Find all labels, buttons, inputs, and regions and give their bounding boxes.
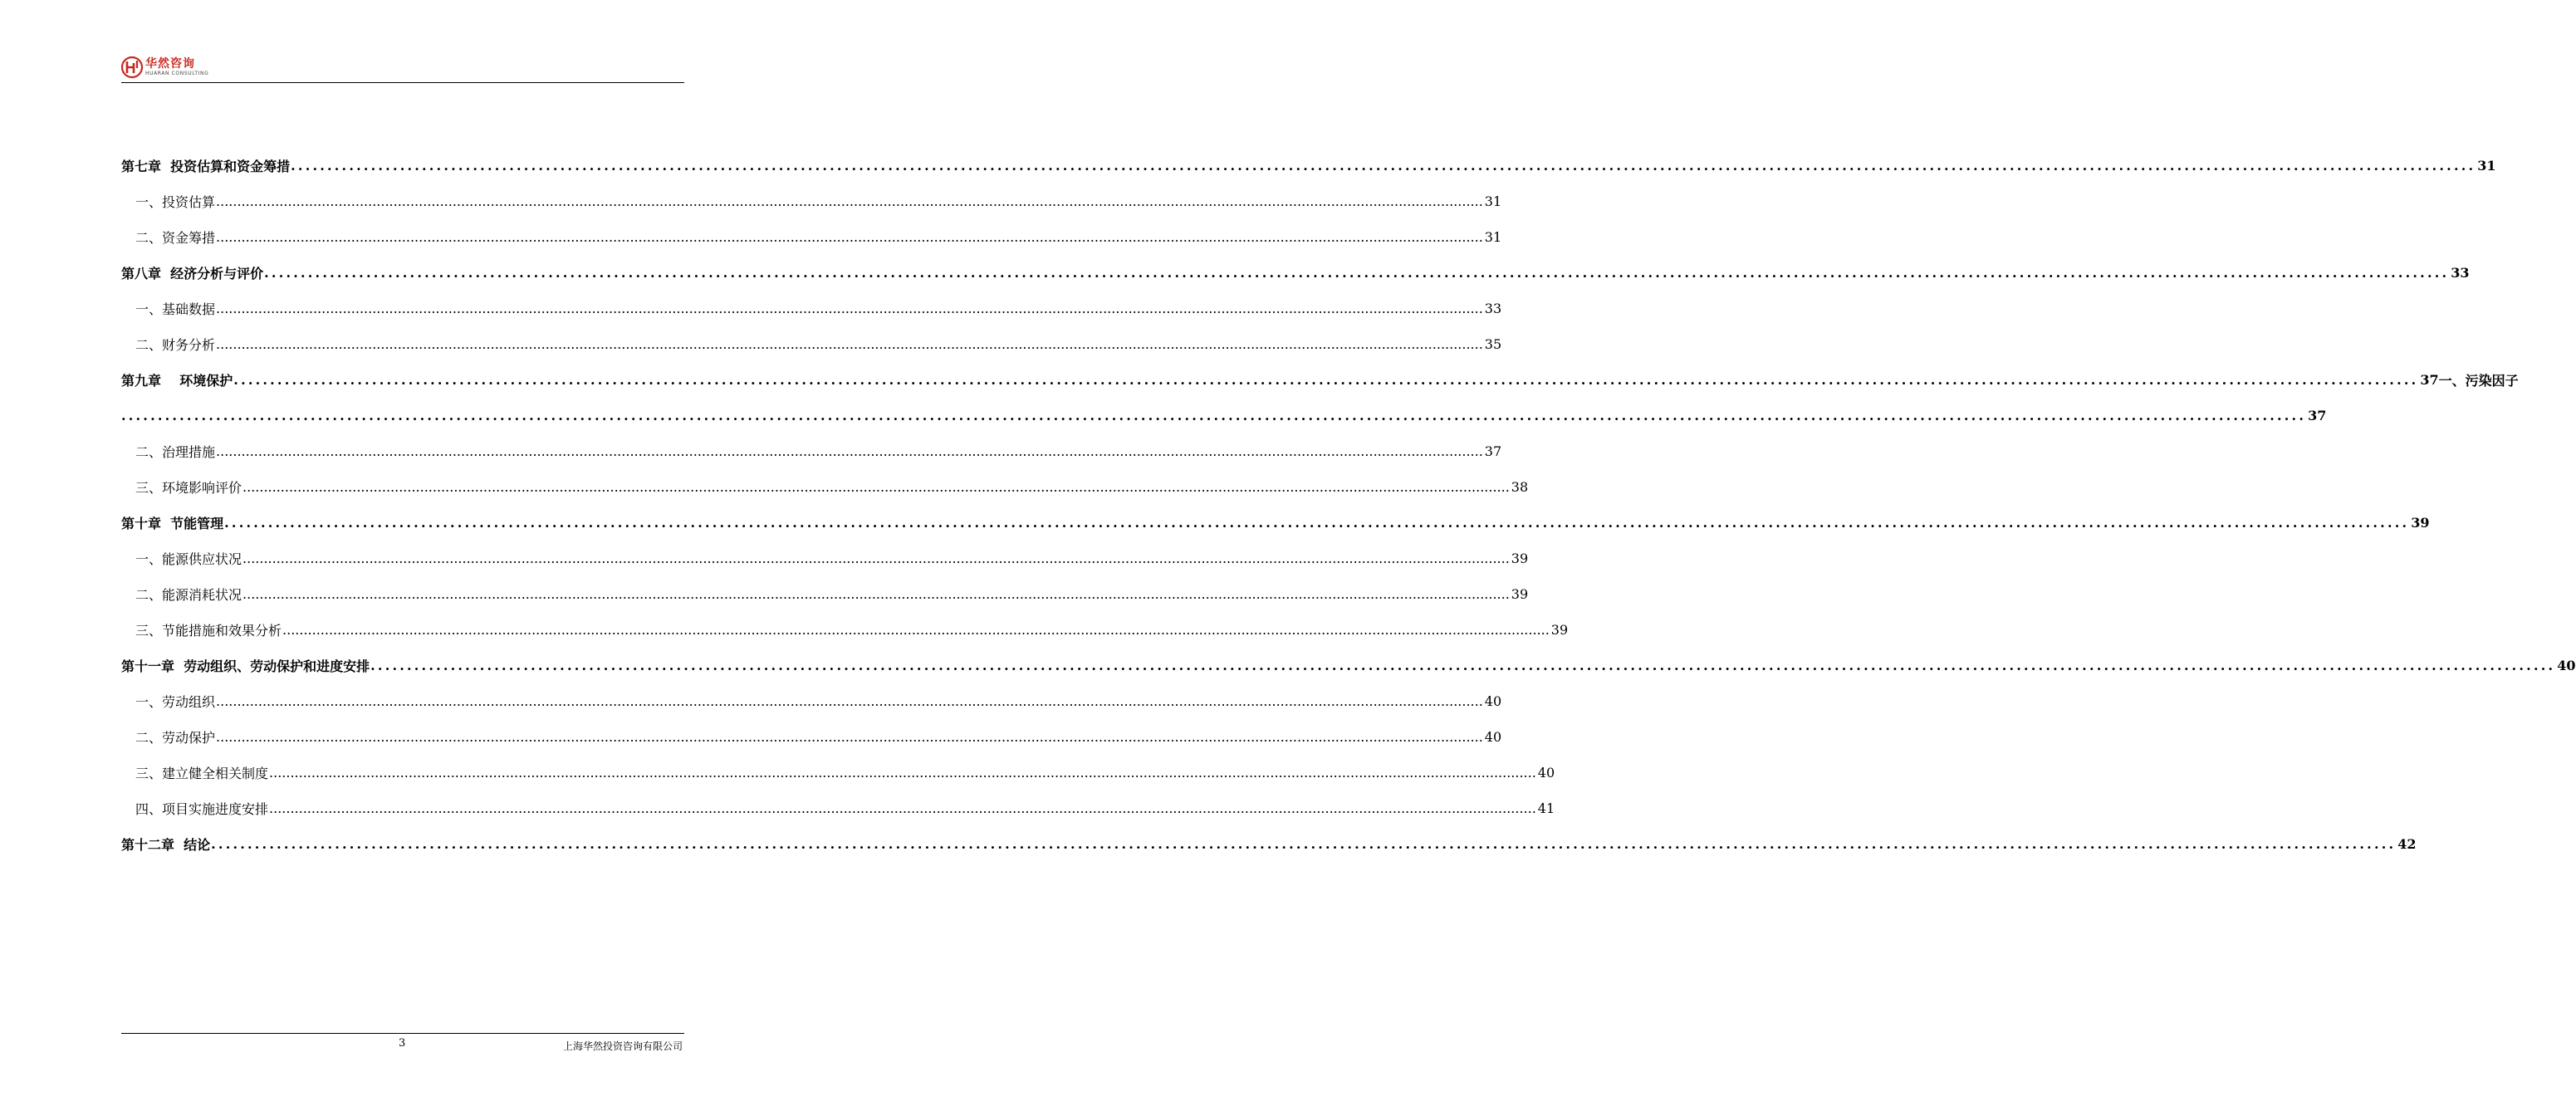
- toc-entry-title: 第八章 经济分析与评价: [121, 263, 264, 282]
- toc-page-number: 39: [1550, 622, 1569, 638]
- table-of-contents: [121, 148, 2576, 862]
- toc-page-number: 42: [2397, 836, 2417, 852]
- toc-dot-leader: ............................................................................................................................................................................................................................................................................................................: [291, 158, 2476, 174]
- toc-dot-leader: ............................................................................................................................................................................................................................................................................................................: [242, 479, 1510, 495]
- toc-page-number: 37: [1484, 443, 1502, 459]
- toc-entry-title: 第七章 投资估算和资金筹措: [121, 156, 291, 175]
- footer-company-name: 上海华然投资咨询有限公司: [562, 1040, 683, 1052]
- footer-divider: [121, 1033, 684, 1034]
- toc-entry-title: 三、建立健全相关制度: [135, 763, 269, 782]
- toc-entry-title: 第十一章 劳动组织、劳动保护和进度安排: [121, 656, 370, 675]
- toc-entry-title: 一、投资估算: [135, 192, 216, 211]
- toc-dot-leader: ............................................................................................................................................................................................................................................................................................................: [216, 336, 1483, 352]
- toc-page-number: 40: [2557, 658, 2576, 673]
- company-logo: [121, 53, 208, 81]
- toc-entry-title: 二、能源消耗状况: [135, 585, 242, 604]
- toc-entry-title: 一、能源供应状况: [135, 549, 242, 568]
- toc-section[interactable]: [121, 541, 1529, 576]
- toc-dot-leader: ............................................................................................................................................................................................................................................................................................................: [216, 229, 1483, 245]
- toc-page-number: 39: [2411, 515, 2430, 531]
- toc-dot-leader: ............................................................................................................................................................................................................................................................................................................: [216, 301, 1483, 316]
- toc-section[interactable]: [121, 790, 1555, 826]
- toc-dot-leader: ............................................................................................................................................................................................................................................................................................................: [282, 622, 1550, 638]
- toc-wrapped-entry-title: 一、污染因子: [2438, 373, 2519, 389]
- toc-chapter-12[interactable]: [121, 826, 2417, 862]
- toc-chapter-8[interactable]: [121, 255, 2470, 291]
- toc-page-number: 39: [1511, 586, 1529, 602]
- toc-page-number: 40: [1537, 765, 1555, 781]
- toc-entry-title: 一、劳动组织: [135, 692, 216, 711]
- header-divider: [121, 82, 684, 83]
- toc-dot-leader: ............................................................................................................................................................................................................................................................................................................: [264, 265, 2450, 281]
- toc-dot-leader: ............................................................................................................................................................................................................................................................................................................: [216, 193, 1483, 209]
- toc-dot-leader: ............................................................................................................................................................................................................................................................................................................: [216, 693, 1483, 709]
- toc-chapter-7[interactable]: [121, 148, 2496, 184]
- toc-page-number: 40: [1484, 729, 1502, 745]
- toc-page-number: 33: [1484, 301, 1502, 316]
- toc-section[interactable]: [121, 755, 1555, 790]
- toc-page-number: 31: [1484, 193, 1502, 209]
- toc-page-number: 41: [1537, 800, 1555, 816]
- toc-section[interactable]: [121, 291, 1502, 326]
- toc-page-number: 33: [2451, 265, 2470, 281]
- toc-dot-leader: ............................................................................................................................................................................................................................................................................................................: [224, 515, 2410, 531]
- toc-entry-title: 第九章 环境保护: [121, 370, 233, 389]
- toc-section[interactable]: [121, 469, 1529, 505]
- toc-entry-title: 第十章 节能管理: [121, 513, 224, 532]
- toc-page-number: 31: [1484, 229, 1502, 245]
- toc-dot-leader: ............................................................................................................................................................................................................................................................................................................: [121, 408, 2307, 423]
- toc-section[interactable]: [121, 683, 1502, 719]
- toc-dot-leader: ............................................................................................................................................................................................................................................................................................................: [216, 729, 1483, 745]
- toc-page-number: 35: [1484, 336, 1502, 352]
- logo-chinese-name: 华然咨询: [145, 57, 195, 71]
- toc-page-number: 37: [2420, 372, 2439, 388]
- toc-chapter-10[interactable]: [121, 505, 2430, 541]
- toc-entry-title: 二、财务分析: [135, 335, 216, 354]
- toc-page-number: 39: [1511, 551, 1529, 566]
- toc-chapter-9-continuation[interactable]: [121, 398, 2327, 433]
- toc-section[interactable]: [121, 433, 1502, 469]
- toc-page-number: 38: [1511, 479, 1529, 495]
- toc-entry-title: 一、基础数据: [135, 299, 216, 318]
- page-number: 3: [399, 1037, 406, 1050]
- toc-chapter-11[interactable]: [121, 648, 2576, 683]
- toc-dot-leader: ............................................................................................................................................................................................................................................................................................................: [242, 551, 1510, 566]
- toc-entry-title: 三、环境影响评价: [135, 477, 242, 497]
- toc-entry-title: 四、项目实施进度安排: [135, 799, 269, 818]
- toc-section[interactable]: [121, 612, 1569, 648]
- logo-english-name: HUARAN CONSULTING: [145, 71, 209, 76]
- huaran-logo-icon: [121, 56, 143, 78]
- toc-section[interactable]: [121, 576, 1529, 612]
- toc-section[interactable]: [121, 326, 1502, 362]
- toc-entry-title: 三、节能措施和效果分析: [135, 620, 282, 639]
- toc-dot-leader: ............................................................................................................................................................................................................................................................................................................: [242, 586, 1510, 602]
- toc-page-number: 37: [2308, 408, 2327, 423]
- toc-entry-title: 二、治理措施: [135, 442, 216, 461]
- toc-entry-title: 二、资金筹措: [135, 228, 216, 247]
- toc-section[interactable]: [121, 219, 1502, 255]
- toc-dot-leader: ............................................................................................................................................................................................................................................................................................................: [211, 836, 2397, 852]
- toc-dot-leader: ............................................................................................................................................................................................................................................................................................................: [216, 443, 1483, 459]
- toc-page-number: 40: [1484, 693, 1502, 709]
- toc-entry-title: 第十二章 结论: [121, 835, 211, 854]
- toc-dot-leader: ............................................................................................................................................................................................................................................................................................................: [370, 658, 2556, 673]
- toc-dot-leader: ............................................................................................................................................................................................................................................................................................................: [233, 372, 2419, 388]
- page-header: [121, 53, 684, 83]
- toc-entry-title: 二、劳动保护: [135, 727, 216, 746]
- toc-section[interactable]: [121, 719, 1502, 755]
- toc-page-number: 31: [2477, 158, 2496, 174]
- toc-section[interactable]: [121, 184, 1502, 219]
- toc-chapter-9[interactable]: [121, 362, 2519, 398]
- toc-dot-leader: ............................................................................................................................................................................................................................................................................................................: [269, 800, 1536, 816]
- toc-dot-leader: ............................................................................................................................................................................................................................................................................................................: [269, 765, 1536, 781]
